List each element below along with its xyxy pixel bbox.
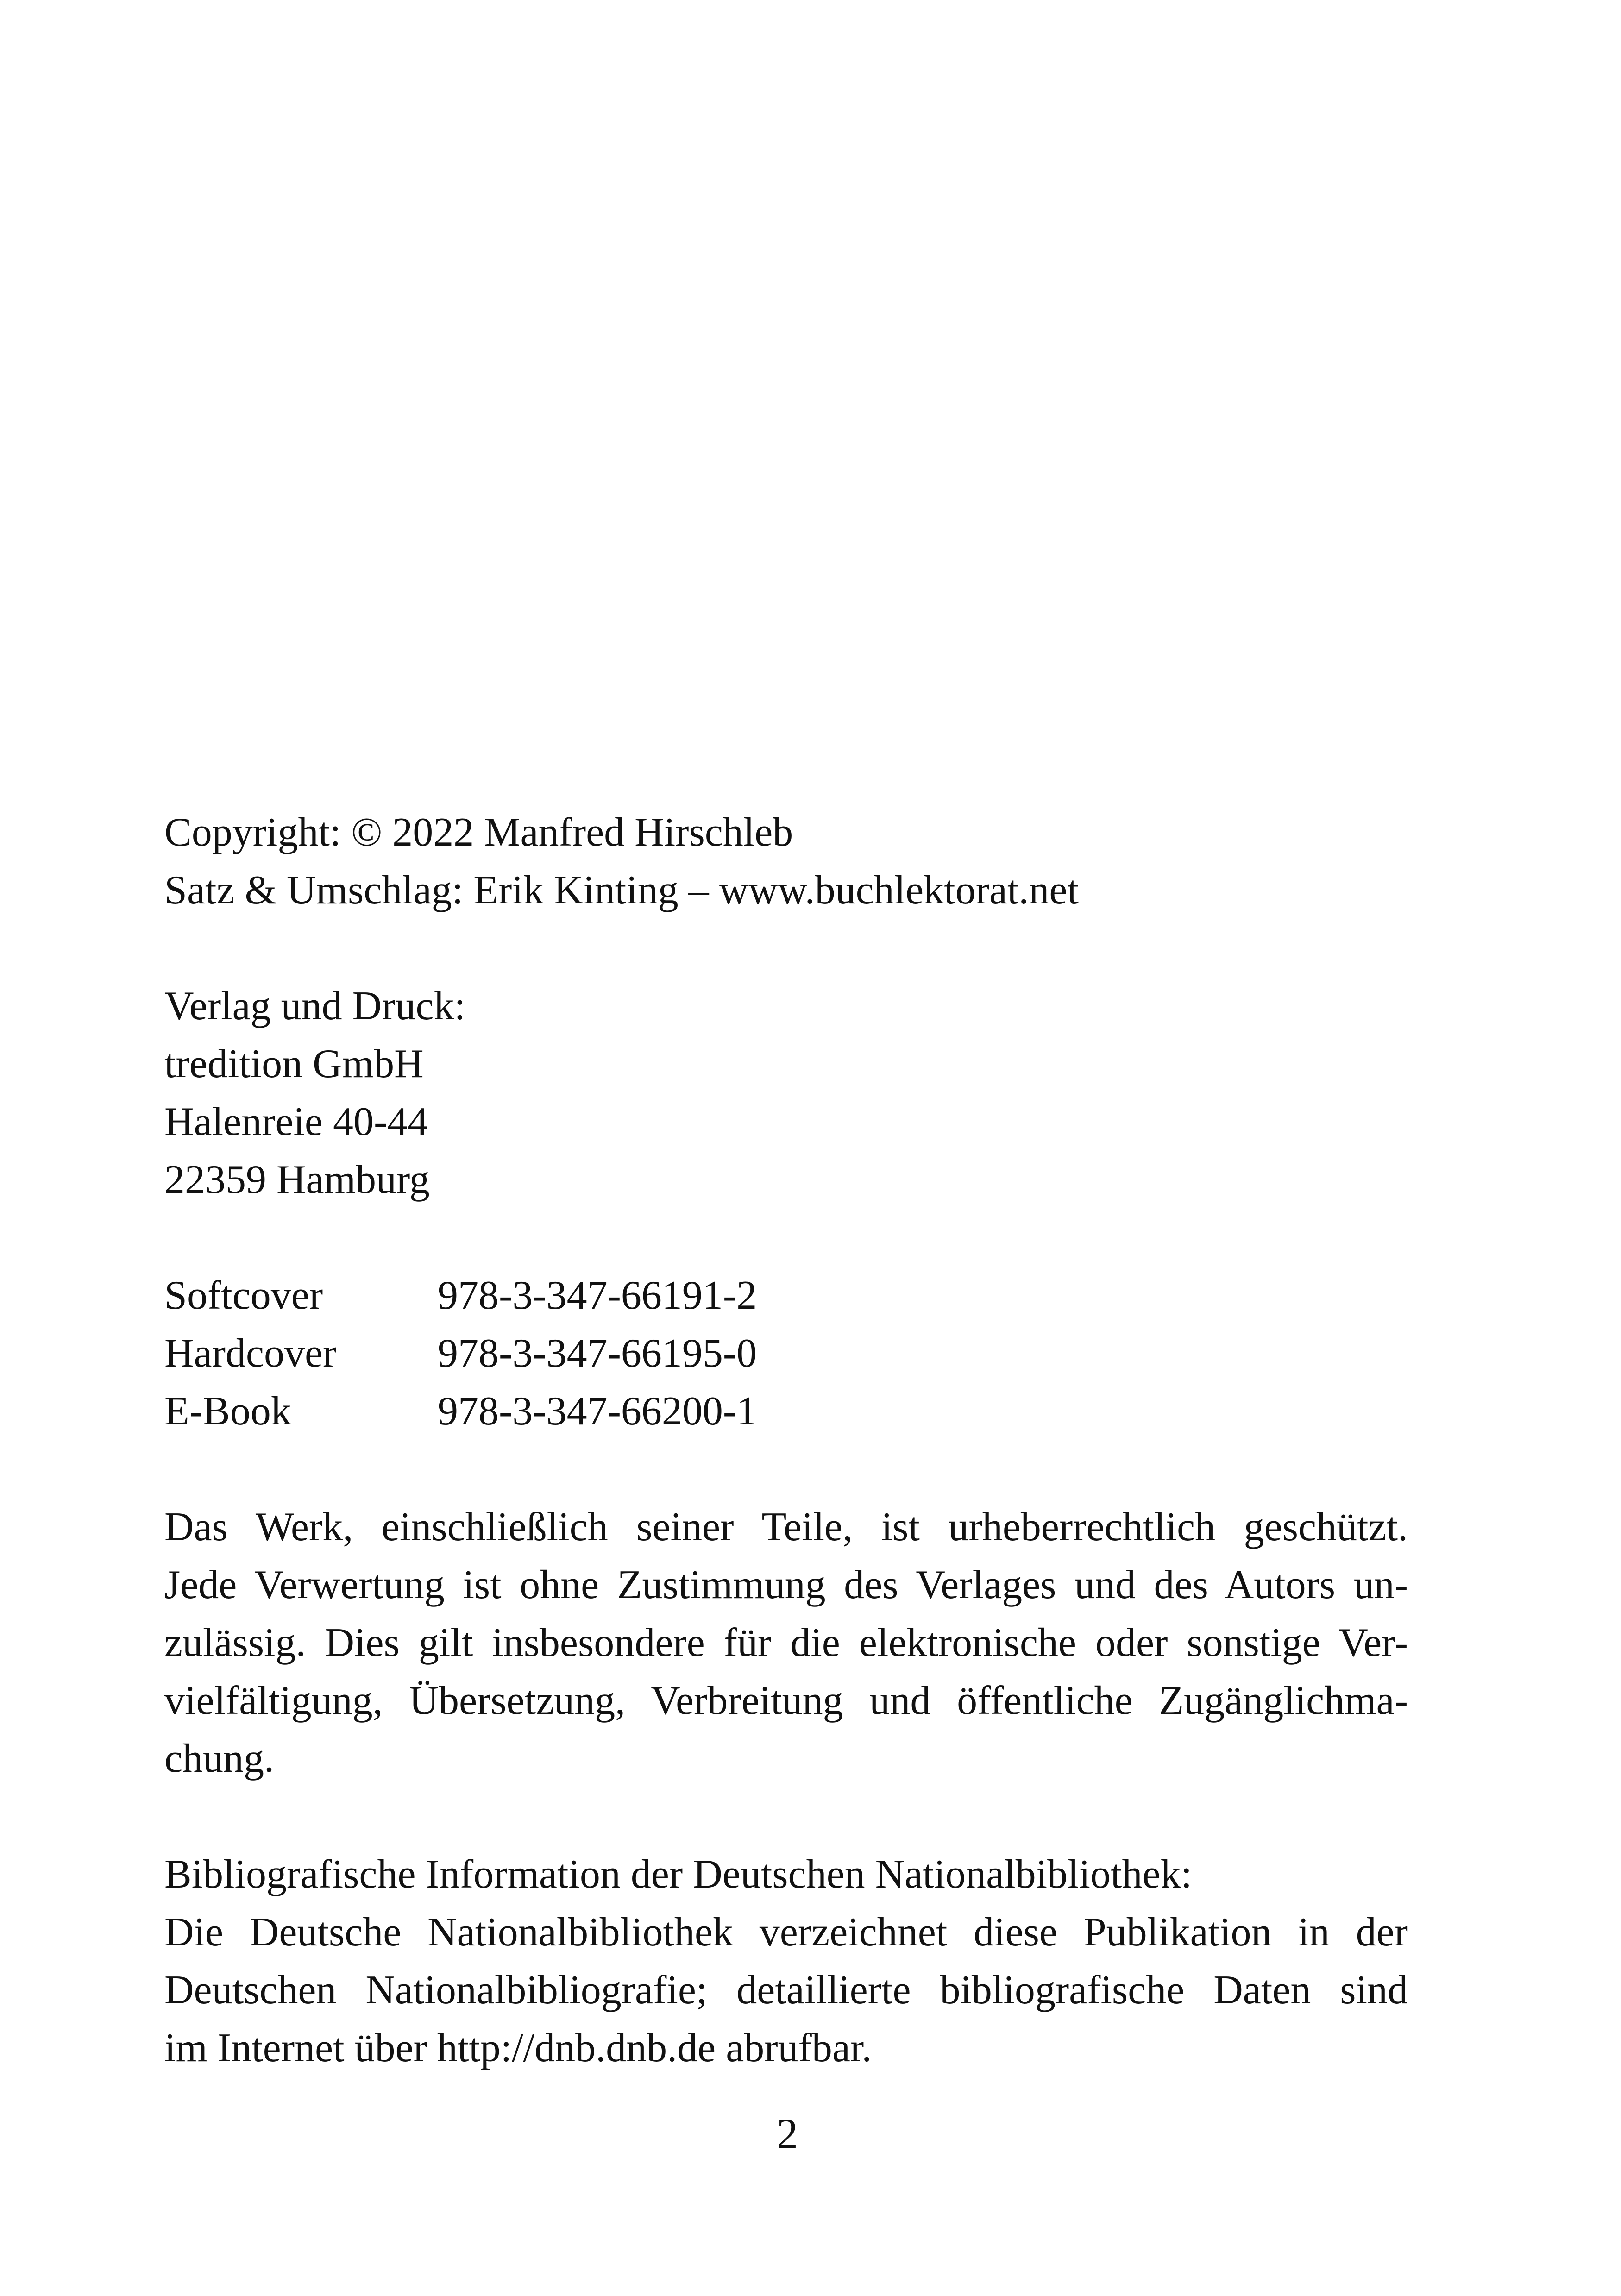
copyright-notice: [164, 1498, 1408, 1788]
publisher-heading: Verlag und Druck:: [164, 984, 466, 1029]
isbn-list: [164, 1267, 1408, 1440]
publisher-name: tredition GmbH: [164, 1041, 424, 1086]
isbn-number: 978-3-347-66191-2: [438, 1273, 757, 1318]
isbn-row-softcover: [164, 1267, 1408, 1324]
publisher-city: 22359 Hamburg: [164, 1157, 430, 1202]
isbn-format: Hardcover: [164, 1331, 337, 1376]
dnb-line: im Internet über http://dnb.dnb.de abrufbar.: [164, 2026, 872, 2070]
dnb-line: Deutschen Nationalbibliografie; detaillierte bibliografische Daten sind: [164, 1968, 1408, 2013]
isbn-row-hardcover: [164, 1324, 1408, 1382]
dnb-heading: Bibliografische Information der Deutschen Nationalbibliothek:: [164, 1852, 1192, 1897]
notice-line: Jede Verwertung ist ohne Zustimmung des Verlages und des Autors un-: [164, 1562, 1408, 1607]
publisher-street: Halenreie 40-44: [164, 1099, 428, 1144]
page-number: 2: [777, 2110, 798, 2157]
dnb-line: Die Deutsche Nationalbibliothek verzeichnet diese Publikation in der: [164, 1910, 1408, 1955]
imprint-block: [164, 803, 1408, 919]
design-credit-line: Satz & Umschlag: Erik Kinting – www.buchlektorat.net: [164, 868, 1079, 913]
isbn-row-ebook: [164, 1382, 1408, 1440]
isbn-number: 978-3-347-66200-1: [438, 1389, 757, 1434]
isbn-format: Softcover: [164, 1273, 323, 1318]
isbn-format: E-Book: [164, 1389, 291, 1434]
notice-line: zulässig. Dies gilt insbesondere für die elektronische oder sonstige Ver-: [164, 1620, 1408, 1665]
bibliographic-information: [164, 1845, 1408, 2077]
copyright-line: Copyright: © 2022 Manfred Hirschleb: [164, 810, 793, 855]
notice-line: vielfältigung, Übersetzung, Verbreitung und öffentliche Zugänglichma-: [164, 1678, 1408, 1723]
notice-line: chung.: [164, 1736, 275, 1781]
publisher-address: [164, 977, 1408, 1209]
isbn-number: 978-3-347-66195-0: [438, 1331, 757, 1376]
notice-line: Das Werk, einschließlich seiner Teile, ist urheberrechtlich geschützt.: [164, 1505, 1408, 1549]
